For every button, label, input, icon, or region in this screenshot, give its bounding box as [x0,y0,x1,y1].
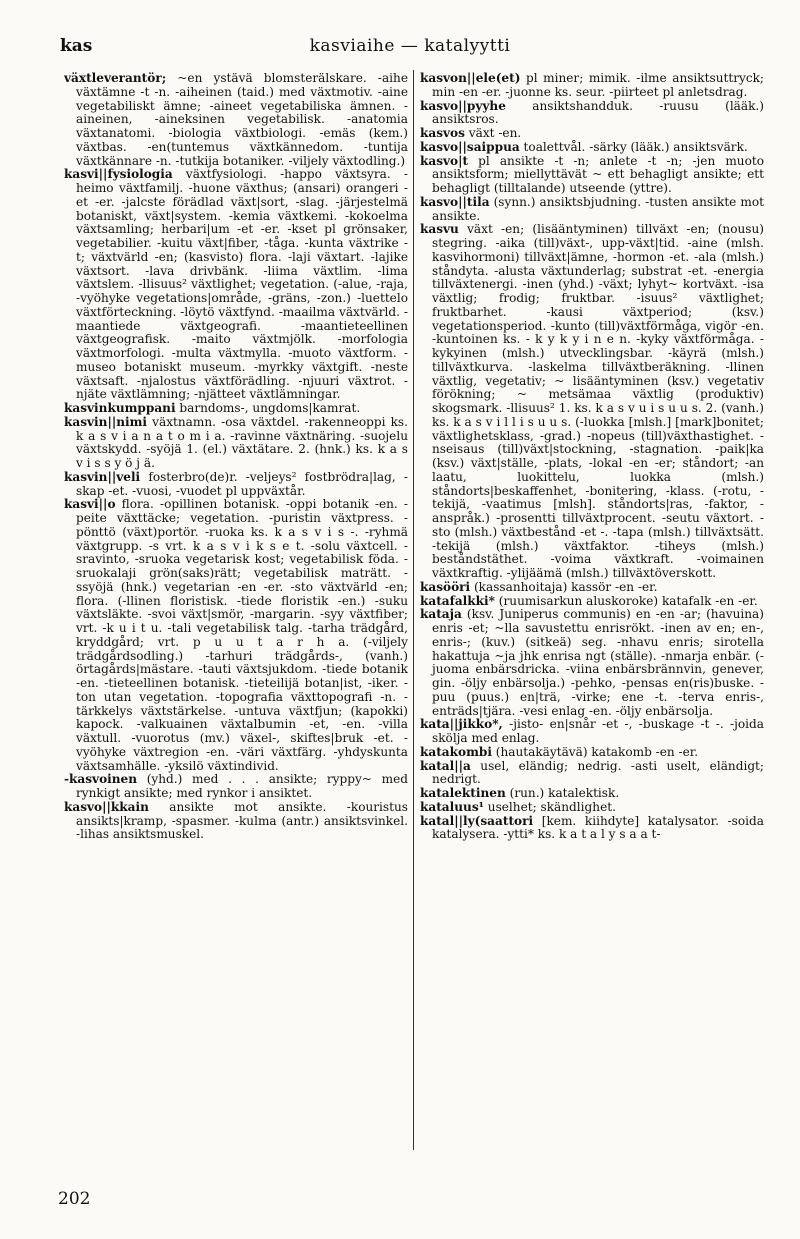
dictionary-entry: -kasvoinen (yhd.) med . . . ansikte; ryppy~ med rynkigt ansikte; med rynkor i ansiktet. [64,772,408,800]
dictionary-entry: kasvin||nimi växtnamn. -osa växtdel. -rakenneoppi ks. k a s v i a n a t o m i a. -ravinne växtnäring. -suojelu växtskydd. -syöjä 1. (el.) växtätare. 2. (hnk.) ks. k a s v i s s y ö j ä. [64,414,408,470]
guide-word: kas [60,36,93,56]
column-divider [413,70,414,1150]
dictionary-entry: kasvo||pyyhe ansiktshandduk. -ruusu (lääk.) ansiktsros. [420,98,764,127]
left-column [64,72,408,1152]
page-number: 202 [58,1189,91,1209]
dictionary-entry: kasvinkumppani barndoms-, ungdoms|kamrat. [64,401,361,415]
dictionary-entry: katakombi (hautakäytävä) katakomb -en -er. [420,744,699,759]
dictionary-entry: katal||ly(saattori [kem. kiihdyte] katalysator. -soida katalysera. -ytti* ks. k a t a l y s a a t- [420,813,764,842]
dictionary-entry: kasvi||o flora. -opillinen botanisk. -oppi botanik -en. -peite växttäcke; vegetation. -puristin växtpress. -pönttö (växt)portör. -ruoka ks. k a s v i s -. -ryhmä växtgrupp. -s vrt. k a s v i k s e t. -solu växtcell. -sravinto, -sruoka vegetarisk kost; vegetabilisk föda. -sruokalaji grön(saks)rätt; vegetabilisk maträtt. -ssyöjä (hnk.) vegetarian -en -er. -sto växtvärld -en; flora. (-llinen floristisk. -tiede floristik -en.) -suku växtsläkte. -svoi växt|smör, -margarin. -syy växtfiber; vrt. -k u i t u. -tali vegetabilisk talg. -tarha trädgård, kryddgård; vrt. p u u t a r h a. (-viljely trädgårdsodling.) -tarhuri trädgårds-, (vanh.) örtagårds|mästare. -tauti växtsjukdom. -tiede botanik -en. -tieteellinen botanisk. -tieteilijä botan|ist, -iker. -ton utan vegetation. -topografia växttopografi -n. -tärkkelys växtstärkelse. -untuva växtfjun; (kapokki) kapock. -valkuainen växtalbumin -et, -en. -villa växtull. -vuorotus (mv.) växel-, skiftes|bruk -et. -vyöhyke växtregion -en. -väri växtfärg. -yhdyskunta växtsamhälle. -yksilö växtindivid. [64,497,408,773]
dictionary-entry: kataluus¹ uselhet; skändlighet. [420,799,616,814]
dictionary-entry: kasvo||saippua toalettvål. -särky (lääk.) ansiktsvärk. [420,139,748,154]
right-column [420,72,764,1152]
dictionary-entry: kasvi||fysiologia växtfysiologi. -happo växtsyra. -heimo växtfamilj. -huone växthus; (ansari) orangeri -et -er. -jalcste förädlad växt|sort, -slag. -järjestelmä botaniskt, växt|system. -kemia växtkemi. -kokoelma växtsamling; herbari|um -et -er. -kset pl grönsaker, vegetabilier. -kuitu växt|fiber, -tåga. -kunta växtrike -t; växtvärld -en; (kasvisto) flora. -laji växtart. -lajike växtsort. -lava drivbänk. -liima växtlim. -lima växtslem. -llisuus² växtlighet; vegetation. (-alue, -raja, -vyöhyke vegetations|område, -gräns, -zon.) -luettelo växtförteckning. -löytö växtfynd. -maailma växtvärld. -maantiede växtgeografi. -maantieteellinen växtgeografisk. -maito växtmjölk. -morfologia växtmorfologi. -multa växtmylla. -muoto växtform. -museo botaniskt museum. -myrkky växtgift. -neste växtsaft. -njalostus växtförädling. -njuuri växtrot. -njäte växtlämning; -njätteet växtlämningar. [64,167,408,402]
dictionary-entry: kasvo||kkain ansikte mot ansikte. -kouristus ansikts|kramp, -spasmer. -kulma (antr.) ansiktsvinkel. -lihas ansiktsmuskel. [64,799,408,842]
dictionary-entry: katafalkki* (ruumisarkun aluskoroke) katafalk -en -er. [420,593,758,608]
dictionary-entry: kasvos växt -en. [420,126,522,140]
dictionary-entry: katalektinen (run.) katalektisk. [420,786,620,800]
dictionary-entry: kasvu växt -en; (lisääntyminen) tillväxt -en; (nousu) stegring. -aika (till)växt-, upp-växt|tid. -aine (mlsh. kasvihormoni) tillväxt|ämne, -hormon -et. -ala (mlsh.) ståndyta. -alusta växtunderlag; substrat -et. -energia tillväxtenergi. -inen (yhd.) -växt; lyhyt~ kortväxt. -isa växtlig; frodig; fruktbar. -isuus² växtlighet; fruktbarhet. -kausi växtperiod; (ksv.) vegetationsperiod. -kunto (till)växtförmåga, vigör -en. -kuntoinen ks. - k y k y i n e n. -kyky växtförmåga. -kykyinen (mlsh.) utvecklingsbar. -käyrä (mlsh.) tillväxtkurva. -laskelma tillväxtberäkning. -llinen växtlig, vegetativ; ~ lisääntyminen (ksv.) vegetativ förökning; ~ metsämaa växtlig (produktiv) skogsmark. -llisuus² 1. ks. k a s v u i s u u s. 2. (vanh.) ks. k a s v i l l i s u u s. (-luokka [mlsh.] [mark]bonitet; växtlighetsklass, -grad.) -nopeus (till)växthastighet. -nseisaus (till)växt|stockning, -stagnation. -paik|ka (ksv.) växt|ställe, -plats, -lokal -en -er; ståndort; -an laatu, luokittelu, luokka (mlsh.) ståndorts|beskaffenhet, -bonitering, -klass. (-rotu, -tekijä, -vaatimus [mlsh]. ståndorts|ras, -faktor, -anspråk.) -prosentti tillväxtprocent. -seutu växtort. -sto (mlsh.) växtbestånd -et -. -tapa (mlsh.) tillväxtsätt. -tekijä (mlsh.) växtfaktor. -tiheys (mlsh.) beståndstäthet. -voima växtkraft. -voimainen växtkraftig. -ylijäämä (mlsh.) tillväxtöverskott. [420,222,764,580]
dictionary-entry: kata||jikko*, -jisto- en|snår -et -, -buskage -t -. -joida skölja med enlag. [420,717,764,745]
running-title: kasviaihe — katalyytti [309,36,511,56]
dictionary-entry: kasvo||tila (synn.) ansiktsbjudning. -tusten ansikte mot ansikte. [420,194,764,223]
dictionary-entry: kasvon||ele(et) pl miner; mimik. -ilme ansiktsuttryck; min -en -er. -juonne ks. seur. -piirteet pl anletsdrag. [420,72,764,99]
dictionary-entry: kasvo|t pl ansikte -t -n; anlete -t -n; -jen muoto ansiktsform; miellyttävät ~ ett behagligt ansikte; ett behagligt (tilltalande) utseende (yttre). [420,153,764,195]
dictionary-entry: kasööri (kassanhoitaja) kassör -en -er. [420,579,658,594]
dictionary-entry: kataja (ksv. Juniperus communis) en -en -ar; (havuina) enris -et; ~lla savustettu enrisrökt. -inen av en; en-, enris-; (kuv.) (sitkeä) seg. -nhavu enris; sirotella hakattuja ~ja jhk enrisa ngt (ställe). -nmarja enbär. (-juoma enbärsdricka. -viina enbärsbrännvin, genever, gin. -öljy enbärsolja.) -pehko, -pensas en(ris)buske. -puu (puus.) en|trä, -virke; ene -t. -terva enris-, enträds|tjära. -vesi enlag -en. -öljy enbärsolja. [420,607,764,718]
dictionary-entry: växtleverantör; ~en ystävä blomsterälskare. -aihe växtämne -t -n. -aiheinen (taid.) med växtmotiv. -aine vegetabiliskt ämne; -aineet vegetabiliska ämnen. -aineinen, -aineksinen vegetabilisk. -anatomia växtanatomi. -biologia växtbiologi. -emäs (kem.) växtbas. -en(tuntemus växtkännedom. -tuntija växtkännare -n. -tutkija botaniker. -viljely växtodling.) [64,72,408,168]
dictionary-entry: katal||a usel, eländig; nedrig. -asti uselt, eländigt; nedrigt. [420,758,764,787]
dictionary-entry: kasvin||veli fosterbro(de)r. -veljeys² fostbrödra|lag, -skap -et. -vuosi, -vuodet pl uppväxtår. [64,469,408,498]
page-header [60,36,760,60]
